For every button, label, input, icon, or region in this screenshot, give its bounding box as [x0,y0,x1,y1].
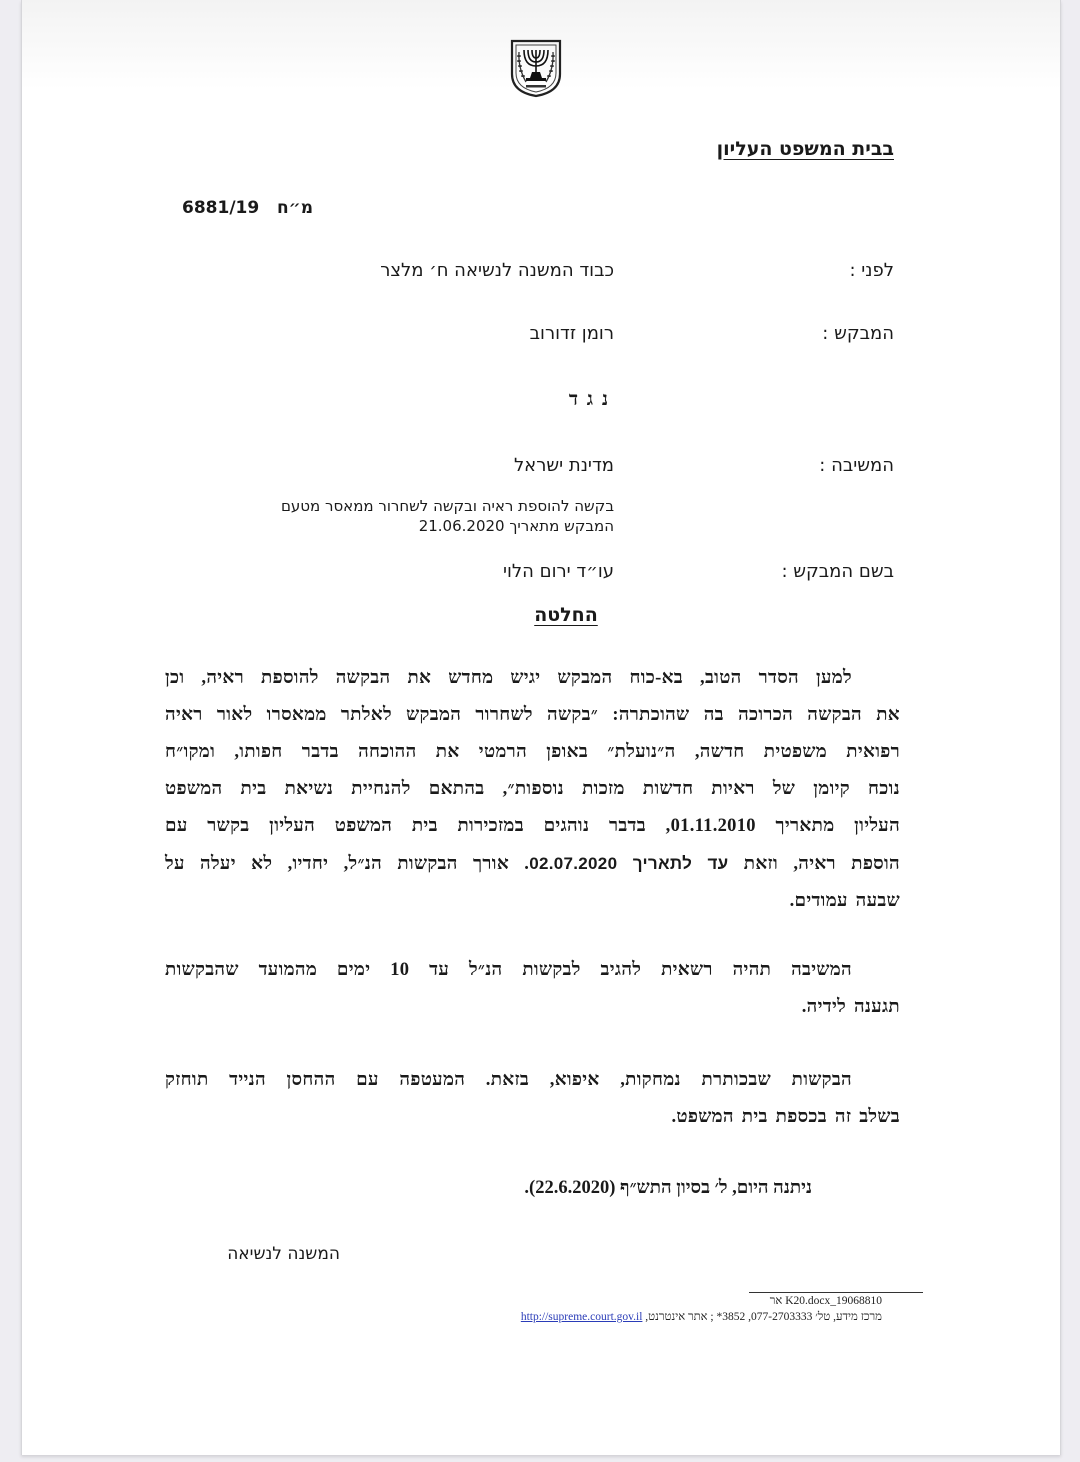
subject-line-2: המבקש מתאריך 21.06.2020 [418,517,614,535]
counsel-label: בשם המבקש : [781,561,894,582]
paragraph-line: המשיבה תהיה רשאית להגיב לבקשות הנ״ל עד 10 ימים מהמועד שהבקשות [165,960,852,980]
court-title: בבית המשפט העליון [716,138,894,160]
paragraph-line: רפואית משפטית חדשה, ה״נועלת״ באופן הרמטי את ההוכחה בדבר חפותו, ומקו״ח [165,742,900,762]
counsel-value: עו״ד ירום הלוי [503,561,614,582]
line-text: . אורך הבקשות הנ״ל, יחדיו, לא יעלה על [165,854,530,874]
decision-paragraph-1 [165,660,900,920]
decision-paragraph-2 [165,952,900,1026]
state-emblem-icon [508,38,564,98]
document-page [21,0,1061,1455]
footer-contact-text: מרכז מידע, טל׳ 077-2703333, 3852* ; אתר אינטרנט, [642,1311,882,1323]
case-number [182,198,313,218]
respondent-label: המשיבה : [819,455,894,476]
before-label: לפני : [849,260,894,281]
supreme-court-link[interactable]: http://supreme.court.gov.il [520,1311,643,1323]
paragraph-line: בשלב זה בכספת בית המשפט. [671,1107,900,1127]
case-type: מ״ח [276,198,314,218]
footer-divider [749,1292,923,1293]
paragraph-line: למען הסדר הטוב, בא-כוח המבקש יגיש מחדש את הבקשה להוספת ראיה, וכן [165,668,852,688]
paragraph-line: את הבקשה הכרוכה בה שהוכתרה: ״בקשה לשחרור המבקש לאלתר ממאסרו לאור ראיה [165,705,900,725]
paragraph-line: העליון מתאריך 01.11.2010, בדבר נוהגים במזכירות בית המשפט העליון בקשר עם [165,816,901,836]
paragraph-line: תגענה לידיה. [801,997,900,1017]
request-subject [174,496,614,536]
decision-paragraph-3 [165,1062,900,1136]
line-text: הוספת ראיה, וזאת [728,854,900,874]
case-number-value: 6881/19 [182,198,260,218]
versus-text: נ ג ד [568,389,610,410]
before-value: כבוד המשנה לנשיאה ח׳ מלצר [380,260,614,281]
paragraph-line: נוכח קיומן של ראיות חדשות מזכות נוספות״, בהתאם להנחיית נשיאת בית המשפט [165,779,900,799]
deadline-bold-text: עד לתאריך 02.07.2020 [529,854,729,873]
paragraph-line [165,845,900,883]
footer-contact [521,1311,882,1323]
respondent-value: מדינת ישראל [513,455,614,476]
decision-title: החלטה [534,604,598,626]
paragraph-line: שבעה עמודים. [789,891,900,911]
footer-file-id: 19068810_K20.docx אר [769,1295,882,1307]
applicant-label: המבקש : [822,323,894,344]
subject-line-1: בקשה להוספת ראיה ובקשה לשחרור ממאסר מטעם [280,497,614,515]
given-date: ניתנה היום, ל׳ בסיון התש״ף (22.6.2020). [524,1178,812,1198]
signer-title: המשנה לנשיאה [227,1244,340,1264]
paragraph-line: הבקשות שבכותרת נמחקות, איפוא, בזאת. המעטפה עם ההחסן הנייד תוחזק [165,1070,852,1090]
applicant-value: רומן זדורוב [529,323,614,344]
